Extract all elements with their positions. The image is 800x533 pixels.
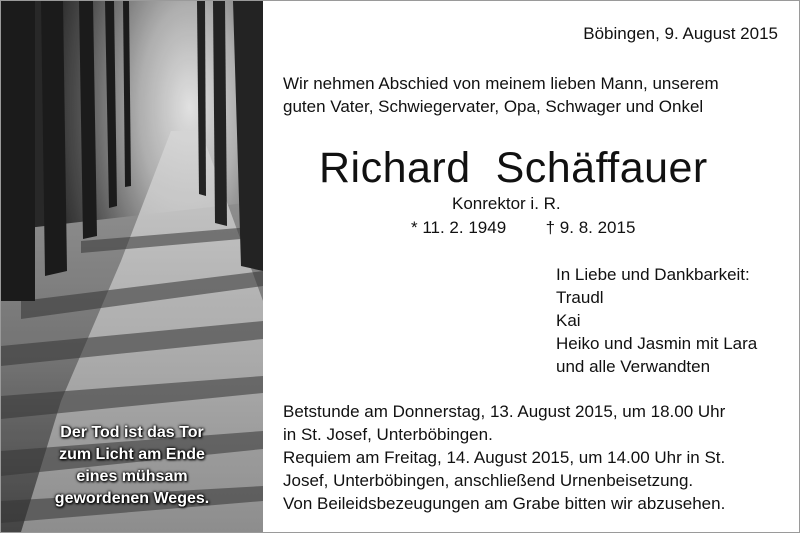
date-line: Böbingen, 9. August 2015 [583, 24, 778, 43]
service-line: in St. Josef, Unterböbingen. [283, 425, 493, 444]
deceased-title: Konrektor i. R. [452, 194, 561, 213]
mourner-name: Heiko und Jasmin mit Lara [556, 334, 758, 353]
deceased-name: Richard Schäffauer [319, 144, 708, 192]
death-date: † 9. 8. 2015 [545, 218, 636, 237]
service-line: Requiem am Freitag, 14. August 2015, um 14.00 Uhr in St. [283, 448, 726, 467]
mourners-list [556, 263, 757, 378]
mourner-name: und alle Verwandten [556, 357, 711, 376]
service-info [283, 400, 725, 515]
quote-line: gewordenen Weges. [54, 490, 210, 507]
quote-line: Der Tod ist das Tor [60, 424, 204, 441]
service-line: Betstunde am Donnerstag, 13. August 2015, um 18.00 Uhr [283, 402, 726, 421]
mourners-heading: In Liebe und Dankbarkeit: [556, 265, 750, 284]
mourner-name: Traudl [556, 288, 604, 307]
life-dates [411, 216, 635, 239]
quote [1, 422, 263, 510]
intro-line: Wir nehmen Abschied von meinem lieben Mann, unserem [283, 74, 719, 93]
intro-text [283, 72, 719, 118]
forest-path-photo [1, 1, 263, 532]
intro-line: guten Vater, Schwiegervater, Opa, Schwager und Onkel [283, 97, 704, 116]
service-line: Josef, Unterböbingen, anschließend Urnenbeisetzung. [283, 471, 694, 490]
birth-date: * 11. 2. 1949 [411, 218, 507, 237]
mourner-name: Kai [556, 311, 581, 330]
quote-line: eines mühsam [76, 468, 188, 485]
quote-line: zum Licht am Ende [59, 446, 205, 463]
service-line: Von Beileidsbezeugungen am Grabe bitten wir abzusehen. [283, 494, 726, 513]
